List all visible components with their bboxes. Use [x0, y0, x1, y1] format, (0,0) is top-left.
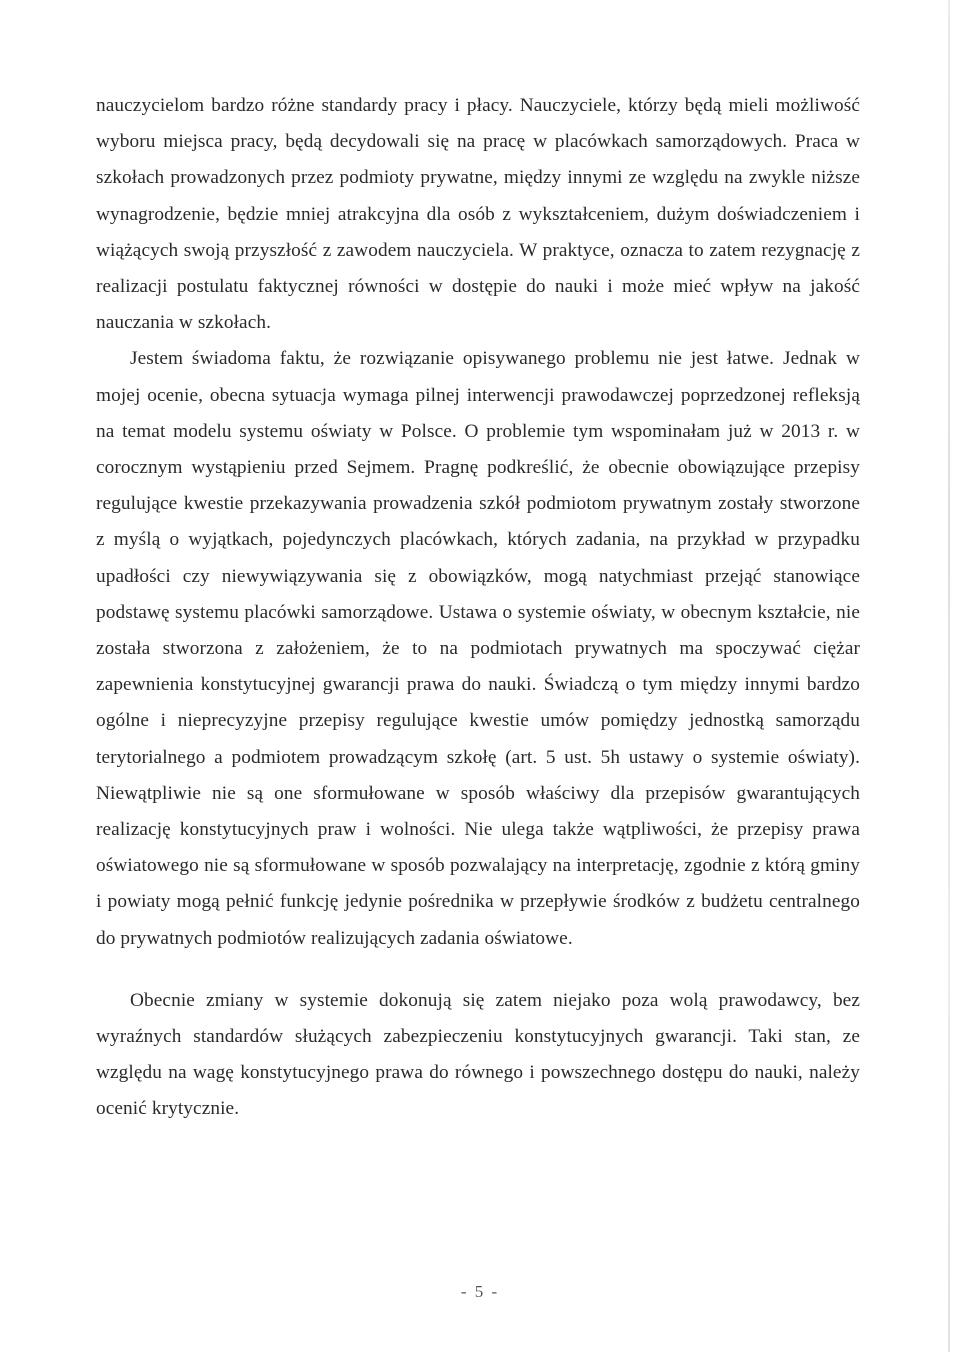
- paragraph-continued: nauczycielom bardzo różne standardy pracy i płacy. Nauczyciele, którzy będą mieli możliwość wyboru miejsca pracy, będą decydowali się na pracę w placówkach samorządowych. Praca w szkołach prowadzonych przez podmioty prywatne, między innymi ze względu na zwykle niższe wynagrodzenie, będzie mniej atrakcyjna dla osób z wykształceniem, dużym doświadczeniem i wiążących swoją przyszłość z zawodem nauczyciela. W praktyce, oznacza to zatem rezygnację z realizacji postulatu faktycznej równości w dostępie do nauki i może mieć wpływ na jakość nauczania w szkołach.: [96, 95, 860, 334]
- scan-edge-shadow: [948, 0, 950, 1352]
- document-body: [96, 88, 860, 1128]
- paragraph-conclusion: Obecnie zmiany w systemie dokonują się zatem niejako poza wolą prawodawcy, bez wyraźnych standardów służących zabezpieczeniu konstytucyjnych gwarancji. Taki stan, ze względu na wagę konstytucyjnego prawa do równego i powszechnego dostępu do nauki, należy ocenić krytycznie.: [96, 989, 860, 1120]
- paragraph-problem-statement: Jestem świadoma faktu, że rozwiązanie opisywanego problemu nie jest łatwe. Jednak w mojej ocenie, obecna sytuacja wymaga pilnej interwencji prawodawczej poprzedzonej refleksją na temat modelu systemu oświaty w Polsce. O problemie tym wspominałam już w 2013 r. w corocznym wystąpieniu przed Sejmem. Pragnę podkreślić, że obecnie obowiązujące przepisy regulujące kwestie przekazywania prowadzenia szkół podmiotom prywatnym zostały stworzone z myślą o wyjątkach, pojedynczych placówkach, których zadania, na przykład w przypadku upadłości czy niewywiązywania się z obowiązków, mogą natychmiast przejąć stanowiące podstawę systemu placówki samorządowe. Ustawa o systemie oświaty, w obecnym kształcie, nie została stworzona z założeniem, że to na podmiotach prywatnych ma spoczywać ciężar zapewnienia konstytucyjnej gwarancji prawa do nauki. Świadczą o tym między innymi bardzo ogólne i nieprecyzyjne przepisy regulujące kwestie umów pomiędzy jednostką samorządu terytorialnego a podmiotem prowadzącym szkołę (art. 5 ust. 5h ustawy o systemie oświaty). Niewątpliwie nie są one sformułowane w sposób właściwy dla przepisów gwarantujących realizację konstytucyjnych praw i wolności. Nie ulega także wątpliwości, że przepisy prawa oświatowego nie są sformułowane w sposób pozwalający na interpretację, zgodnie z którą gminy i powiaty mogą pełnić funkcję jedynie pośrednika w przepływie środków z budżetu centralnego do prywatnych podmiotów realizujących zadania oświatowe.: [96, 348, 860, 949]
- page-number: - 5 -: [460, 1282, 500, 1301]
